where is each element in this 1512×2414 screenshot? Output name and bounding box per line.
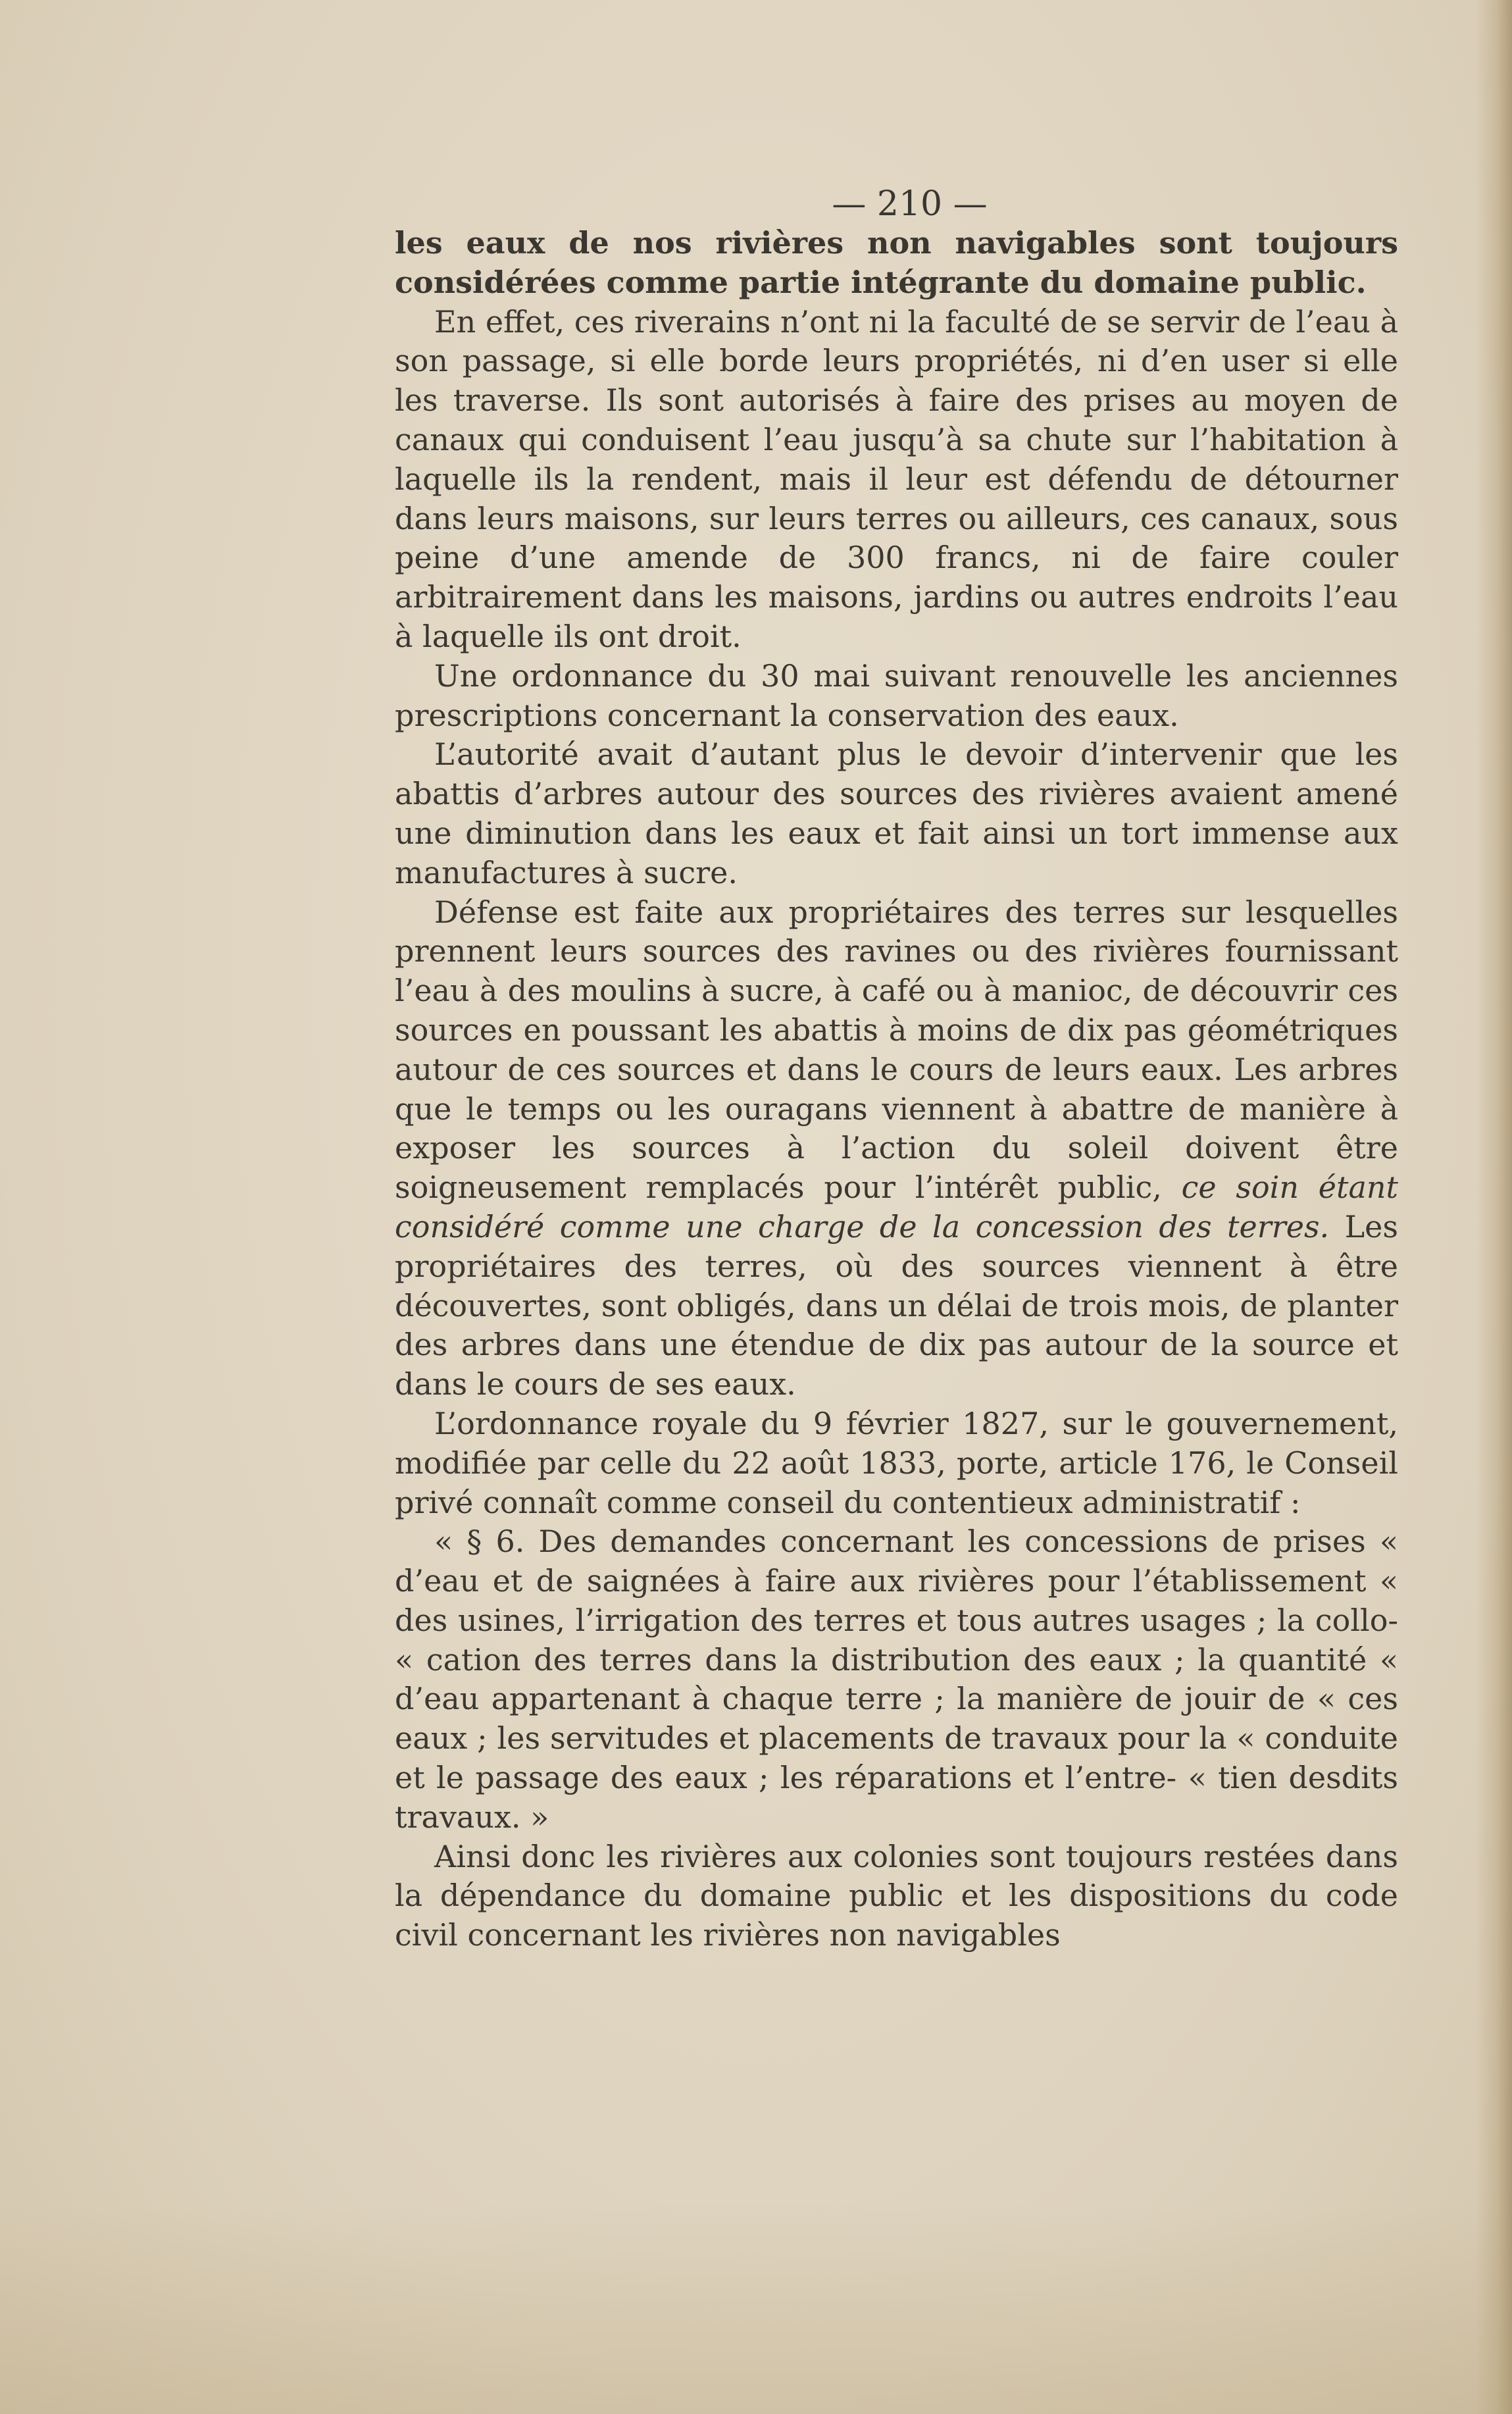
page-edge-shadow [1476,0,1512,2414]
paragraph-7-quotation: « § 6. Des demandes concernant les concessions de prises « d’eau et de saignées à faire aux rivières pour l’établissement « des usines, l’irrigation des terres et tous autres usages ; la collo- « cation des terres dans la distribution des eaux ; la quantité « d’eau appartenant à chaque terre ; la manière de jouir de « ces eaux ; les servitudes et placements de travaux pour la « conduite et le passage des eaux ; les réparations et l’entre- « tien desdits travaux. » [395,1524,1398,1835]
paragraph-8: Ainsi donc les rivières aux colonies sont toujours restées dans la dépendance du domaine public et les dispositions du code civil concernant les rivières non navigables [395,1838,1398,1953]
paragraph-6: L’ordonnance royale du 9 février 1827, sur le gouvernement, modifiée par celle du 22 août 1833, porte, article 176, le Conseil privé connaît comme conseil du contentieux administratif : [395,1405,1398,1520]
paragraph-5-italic: ce soin étant considéré comme une charge de la concession des terres. [395,1169,1399,1245]
paragraph-4: L’autorité avait d’autant plus le devoir d’intervenir que les abattis d’arbres autour des sources des rivières avaient amené une diminution dans les eaux et fait ainsi un tort immense aux manufactures à sucre. [395,736,1398,890]
paragraph-1: les eaux de nos rivières non navigables sont toujours considérées comme partie intégrante du domaine public. [395,225,1398,300]
page-number: — 210 — [832,184,988,224]
paragraph-5 [395,893,1398,1404]
page-bottom-stain [0,2203,1512,2414]
paragraph-5-text: Défense est faite aux propriétaires des terres sur lesquelles prennent leurs sources des ravines ou des rivières fournissant l’eau à des moulins à sucre, à café ou à manioc, de découvrir ces sources en poussant les abattis à moins de dix pas géométriques autour de ces sources et dans le cours de leurs eaux. Les arbres que le temps ou les ouragans viennent à abattre de manière à exposer les sources à l’action du soleil doivent être soigneusement remplacés pour l’intérêt public, [395,894,1398,1206]
paragraph-5-text-after: Les propriétaires des terres, où des sources viennent à être découvertes, sont obligés, dans un délai de trois mois, de planter des arbres dans une étendue de dix pas autour de la source et dans le cours de ses eaux. [395,1208,1399,1402]
paragraph-2: En effet, ces riverains n’ont ni la faculté de se servir de l’eau à son passage, si elle borde leurs propriétés, ni d’en user si elle les traverse. Ils sont autorisés à faire des prises au moyen de canaux qui conduisent l’eau jusqu’à sa chute sur l’habitation à laquelle ils la rendent, mais il leur est défendu de détourner dans leurs maisons, sur leurs terres ou ailleurs, ces canaux, sous peine d’une amende de 300 francs, ni de faire couler arbitrairement dans les maisons, jardins ou autres endroits l’eau à laquelle ils ont droit. [395,303,1398,654]
paragraph-3: Une ordonnance du 30 mai suivant renouvelle les anciennes prescriptions concernant la conservation des eaux. [395,657,1398,733]
page-body [395,184,1398,1955]
